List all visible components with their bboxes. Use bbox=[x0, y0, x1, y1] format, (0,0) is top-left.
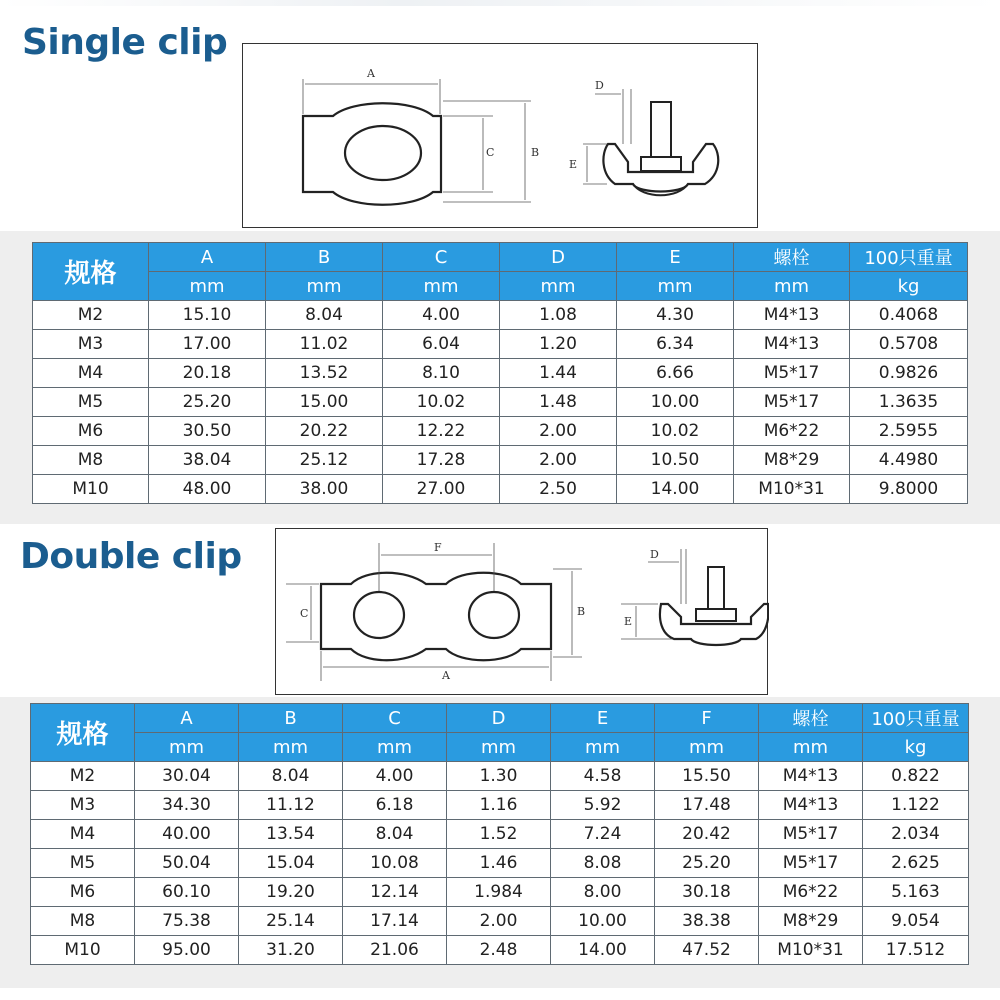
value-cell: M4*13 bbox=[734, 301, 850, 330]
value-cell: 34.30 bbox=[135, 791, 239, 820]
dim-label-d: D bbox=[650, 548, 659, 561]
header-unit: mm bbox=[149, 272, 266, 301]
dim-label-e: E bbox=[624, 615, 633, 628]
value-cell: 1.48 bbox=[500, 388, 617, 417]
table-row bbox=[31, 878, 969, 907]
value-cell: 0.5708 bbox=[850, 330, 968, 359]
value-cell: 10.00 bbox=[551, 907, 655, 936]
value-cell: 9.8000 bbox=[850, 475, 968, 504]
single-clip-spec-table bbox=[32, 242, 968, 504]
value-cell: 4.00 bbox=[343, 762, 447, 791]
value-cell: M10*31 bbox=[734, 475, 850, 504]
value-cell: 48.00 bbox=[149, 475, 266, 504]
value-cell: 19.20 bbox=[239, 878, 343, 907]
table-row bbox=[31, 820, 969, 849]
value-cell: 13.52 bbox=[266, 359, 383, 388]
value-cell: 15.04 bbox=[239, 849, 343, 878]
value-cell: 10.50 bbox=[617, 446, 734, 475]
double-clip-table-panel bbox=[0, 697, 1000, 988]
value-cell: 25.14 bbox=[239, 907, 343, 936]
value-cell: 9.054 bbox=[863, 907, 969, 936]
top-divider bbox=[0, 0, 1000, 6]
value-cell: M4*13 bbox=[734, 330, 850, 359]
value-cell: 7.24 bbox=[551, 820, 655, 849]
value-cell: 25.20 bbox=[655, 849, 759, 878]
value-cell: 27.00 bbox=[383, 475, 500, 504]
spec-cell: M5 bbox=[33, 388, 149, 417]
header-unit: mm bbox=[734, 272, 850, 301]
value-cell: 0.4068 bbox=[850, 301, 968, 330]
spec-cell: M3 bbox=[31, 791, 135, 820]
value-cell: 8.04 bbox=[239, 762, 343, 791]
header-unit: mm bbox=[447, 733, 551, 762]
value-cell: 1.08 bbox=[500, 301, 617, 330]
value-cell: 10.02 bbox=[617, 417, 734, 446]
dim-label-c: C bbox=[486, 146, 495, 159]
header-unit: mm bbox=[343, 733, 447, 762]
value-cell: M4*13 bbox=[759, 791, 863, 820]
header-col: B bbox=[239, 704, 343, 733]
value-cell: 11.02 bbox=[266, 330, 383, 359]
header-col: E bbox=[551, 704, 655, 733]
value-cell: 50.04 bbox=[135, 849, 239, 878]
header-col: C bbox=[343, 704, 447, 733]
spec-cell: M8 bbox=[33, 446, 149, 475]
value-cell: M5*17 bbox=[734, 359, 850, 388]
value-cell: 8.04 bbox=[343, 820, 447, 849]
value-cell: 25.12 bbox=[266, 446, 383, 475]
double-clip-diagram bbox=[275, 528, 768, 695]
value-cell: 95.00 bbox=[135, 936, 239, 965]
header-unit: kg bbox=[850, 272, 968, 301]
spec-cell: M5 bbox=[31, 849, 135, 878]
value-cell: 1.984 bbox=[447, 878, 551, 907]
value-cell: 2.00 bbox=[500, 446, 617, 475]
value-cell: 12.22 bbox=[383, 417, 500, 446]
value-cell: M6*22 bbox=[734, 417, 850, 446]
dim-label-a: A bbox=[442, 669, 450, 682]
header-unit: mm bbox=[759, 733, 863, 762]
double-clip-table-body bbox=[31, 762, 969, 965]
value-cell: M10*31 bbox=[759, 936, 863, 965]
value-cell: M5*17 bbox=[759, 820, 863, 849]
value-cell: 8.00 bbox=[551, 878, 655, 907]
header-unit: mm bbox=[617, 272, 734, 301]
double-clip-drawing bbox=[276, 529, 769, 696]
value-cell: 6.18 bbox=[343, 791, 447, 820]
value-cell: 6.66 bbox=[617, 359, 734, 388]
value-cell: M6*22 bbox=[759, 878, 863, 907]
spec-cell: M4 bbox=[33, 359, 149, 388]
value-cell: M4*13 bbox=[759, 762, 863, 791]
value-cell: 5.163 bbox=[863, 878, 969, 907]
value-cell: 13.54 bbox=[239, 820, 343, 849]
spec-cell: M6 bbox=[33, 417, 149, 446]
value-cell: 15.50 bbox=[655, 762, 759, 791]
value-cell: 2.5955 bbox=[850, 417, 968, 446]
single-clip-title: Single clip bbox=[22, 22, 228, 63]
value-cell: 20.22 bbox=[266, 417, 383, 446]
double-clip-spec-table bbox=[30, 703, 969, 965]
value-cell: 1.122 bbox=[863, 791, 969, 820]
value-cell: 8.10 bbox=[383, 359, 500, 388]
value-cell: 14.00 bbox=[617, 475, 734, 504]
table-row bbox=[33, 388, 968, 417]
value-cell: 4.00 bbox=[383, 301, 500, 330]
header-col: A bbox=[135, 704, 239, 733]
value-cell: 2.48 bbox=[447, 936, 551, 965]
value-cell: 4.58 bbox=[551, 762, 655, 791]
value-cell: 47.52 bbox=[655, 936, 759, 965]
value-cell: 17.14 bbox=[343, 907, 447, 936]
table-row bbox=[33, 301, 968, 330]
value-cell: 1.30 bbox=[447, 762, 551, 791]
table-row bbox=[31, 936, 969, 965]
value-cell: 10.02 bbox=[383, 388, 500, 417]
header-col: A bbox=[149, 243, 266, 272]
header-unit: mm bbox=[655, 733, 759, 762]
header-col: 100只重量 bbox=[863, 704, 969, 733]
table-row bbox=[33, 359, 968, 388]
value-cell: 1.52 bbox=[447, 820, 551, 849]
value-cell: 14.00 bbox=[551, 936, 655, 965]
value-cell: M8*29 bbox=[759, 907, 863, 936]
value-cell: 1.16 bbox=[447, 791, 551, 820]
spec-cell: M2 bbox=[31, 762, 135, 791]
value-cell: 8.04 bbox=[266, 301, 383, 330]
value-cell: 17.48 bbox=[655, 791, 759, 820]
header-col: B bbox=[266, 243, 383, 272]
double-clip-title: Double clip bbox=[20, 536, 242, 577]
value-cell: 30.50 bbox=[149, 417, 266, 446]
value-cell: 15.10 bbox=[149, 301, 266, 330]
header-col: D bbox=[500, 243, 617, 272]
value-cell: 2.034 bbox=[863, 820, 969, 849]
table-row bbox=[31, 849, 969, 878]
value-cell: 38.00 bbox=[266, 475, 383, 504]
header-unit: mm bbox=[239, 733, 343, 762]
spec-cell: M4 bbox=[31, 820, 135, 849]
value-cell: M8*29 bbox=[734, 446, 850, 475]
value-cell: 17.512 bbox=[863, 936, 969, 965]
value-cell: 1.46 bbox=[447, 849, 551, 878]
value-cell: 40.00 bbox=[135, 820, 239, 849]
table-row bbox=[31, 762, 969, 791]
spec-cell: M10 bbox=[33, 475, 149, 504]
header-col: E bbox=[617, 243, 734, 272]
value-cell: 1.44 bbox=[500, 359, 617, 388]
header-col: D bbox=[447, 704, 551, 733]
single-clip-table-panel bbox=[0, 231, 1000, 524]
value-cell: 31.20 bbox=[239, 936, 343, 965]
single-clip-drawing bbox=[243, 44, 759, 229]
table-row bbox=[33, 330, 968, 359]
value-cell: 2.50 bbox=[500, 475, 617, 504]
dim-label-a: A bbox=[367, 67, 375, 80]
header-spec: 规格 bbox=[31, 704, 135, 762]
spec-cell: M3 bbox=[33, 330, 149, 359]
spec-cell: M6 bbox=[31, 878, 135, 907]
dim-label-f: F bbox=[434, 541, 442, 554]
value-cell: 11.12 bbox=[239, 791, 343, 820]
table-row bbox=[33, 475, 968, 504]
header-unit: mm bbox=[551, 733, 655, 762]
value-cell: 5.92 bbox=[551, 791, 655, 820]
value-cell: 2.00 bbox=[500, 417, 617, 446]
value-cell: 0.9826 bbox=[850, 359, 968, 388]
value-cell: 38.04 bbox=[149, 446, 266, 475]
value-cell: 10.00 bbox=[617, 388, 734, 417]
dim-label-b: B bbox=[577, 605, 586, 618]
value-cell: 60.10 bbox=[135, 878, 239, 907]
dim-label-b: B bbox=[531, 146, 540, 159]
value-cell: 21.06 bbox=[343, 936, 447, 965]
header-col: 螺栓 bbox=[734, 243, 850, 272]
spec-cell: M8 bbox=[31, 907, 135, 936]
table-row bbox=[33, 446, 968, 475]
value-cell: 1.3635 bbox=[850, 388, 968, 417]
value-cell: 38.38 bbox=[655, 907, 759, 936]
value-cell: 25.20 bbox=[149, 388, 266, 417]
value-cell: 10.08 bbox=[343, 849, 447, 878]
table-row bbox=[33, 417, 968, 446]
header-unit: kg bbox=[863, 733, 969, 762]
value-cell: M5*17 bbox=[759, 849, 863, 878]
header-col: 螺栓 bbox=[759, 704, 863, 733]
dim-label-e: E bbox=[569, 158, 578, 171]
value-cell: 75.38 bbox=[135, 907, 239, 936]
header-unit: mm bbox=[135, 733, 239, 762]
value-cell: 17.28 bbox=[383, 446, 500, 475]
value-cell: 4.4980 bbox=[850, 446, 968, 475]
value-cell: M5*17 bbox=[734, 388, 850, 417]
header-col: F bbox=[655, 704, 759, 733]
header-col: C bbox=[383, 243, 500, 272]
single-clip-table-body bbox=[33, 301, 968, 504]
value-cell: 20.18 bbox=[149, 359, 266, 388]
value-cell: 17.00 bbox=[149, 330, 266, 359]
value-cell: 20.42 bbox=[655, 820, 759, 849]
dim-label-d: D bbox=[595, 79, 604, 92]
value-cell: 12.14 bbox=[343, 878, 447, 907]
single-clip-diagram bbox=[242, 43, 758, 228]
value-cell: 2.00 bbox=[447, 907, 551, 936]
spec-cell: M10 bbox=[31, 936, 135, 965]
value-cell: 15.00 bbox=[266, 388, 383, 417]
header-unit: mm bbox=[383, 272, 500, 301]
header-unit: mm bbox=[266, 272, 383, 301]
header-col: 100只重量 bbox=[850, 243, 968, 272]
header-unit: mm bbox=[500, 272, 617, 301]
value-cell: 30.18 bbox=[655, 878, 759, 907]
dim-label-c: C bbox=[300, 607, 309, 620]
spec-cell: M2 bbox=[33, 301, 149, 330]
header-spec: 规格 bbox=[33, 243, 149, 301]
value-cell: 0.822 bbox=[863, 762, 969, 791]
value-cell: 6.34 bbox=[617, 330, 734, 359]
value-cell: 8.08 bbox=[551, 849, 655, 878]
table-row bbox=[31, 791, 969, 820]
value-cell: 4.30 bbox=[617, 301, 734, 330]
value-cell: 2.625 bbox=[863, 849, 969, 878]
value-cell: 30.04 bbox=[135, 762, 239, 791]
table-row bbox=[31, 907, 969, 936]
value-cell: 1.20 bbox=[500, 330, 617, 359]
value-cell: 6.04 bbox=[383, 330, 500, 359]
